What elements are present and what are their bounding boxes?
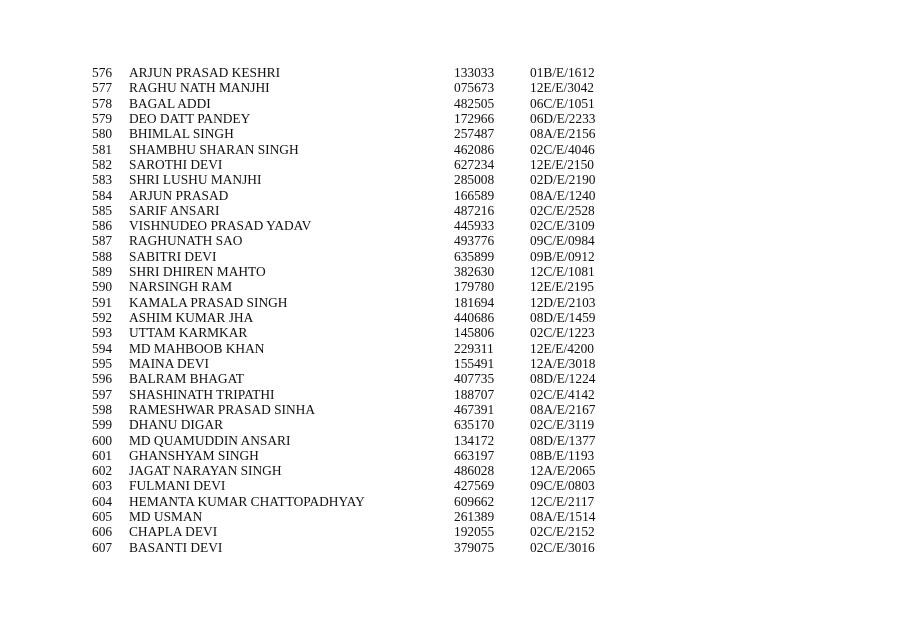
serial-number: 600 <box>92 432 113 448</box>
serial-number: 596 <box>92 371 113 387</box>
serial-number: 594 <box>92 340 113 356</box>
table-row <box>92 494 652 509</box>
id-number: 609662 <box>454 493 495 509</box>
person-name: VISHNUDEO PRASAD YADAV <box>129 218 312 234</box>
reference-code: 08D/E/1224 <box>530 371 596 387</box>
person-name: SHRI LUSHU MANJHI <box>129 172 262 188</box>
records-table <box>92 65 652 555</box>
serial-number: 586 <box>92 218 113 234</box>
id-number: 635170 <box>454 417 495 433</box>
id-number: 181694 <box>454 294 495 310</box>
person-name: MD USMAN <box>129 509 203 525</box>
person-name: HEMANTA KUMAR CHATTOPADHYAY <box>129 493 365 509</box>
reference-code: 08A/E/1240 <box>530 187 596 203</box>
reference-code: 12C/E/1081 <box>530 264 595 280</box>
table-row <box>92 463 652 478</box>
serial-number: 587 <box>92 233 113 249</box>
serial-number: 597 <box>92 386 113 402</box>
person-name: MD MAHBOOB KHAN <box>129 340 265 356</box>
table-row <box>92 325 652 340</box>
person-name: BASANTI DEVI <box>129 539 223 555</box>
id-number: 261389 <box>454 509 495 525</box>
serial-number: 580 <box>92 126 113 142</box>
serial-number: 605 <box>92 509 113 525</box>
serial-number: 582 <box>92 156 113 172</box>
person-name: SHAMBHU SHARAN SINGH <box>129 141 299 157</box>
id-number: 635899 <box>454 248 495 264</box>
serial-number: 578 <box>92 95 113 111</box>
reference-code: 08A/E/1514 <box>530 509 596 525</box>
table-row <box>92 203 652 218</box>
person-name: RAMESHWAR PRASAD SINHA <box>129 401 316 417</box>
id-number: 172966 <box>454 110 495 126</box>
id-number: 427569 <box>454 478 495 494</box>
id-number: 467391 <box>454 401 495 417</box>
person-name: KAMALA PRASAD SINGH <box>129 294 288 310</box>
serial-number: 588 <box>92 248 113 264</box>
id-number: 155491 <box>454 355 495 371</box>
reference-code: 06C/E/1051 <box>530 95 595 111</box>
reference-code: 02C/E/2528 <box>530 202 595 218</box>
reference-code: 02C/E/3016 <box>530 539 595 555</box>
serial-number: 603 <box>92 478 113 494</box>
id-number: 166589 <box>454 187 495 203</box>
person-name: CHAPLA DEVI <box>129 524 218 540</box>
table-row <box>92 478 652 493</box>
reference-code: 08B/E/1193 <box>530 447 595 463</box>
id-number: 382630 <box>454 264 495 280</box>
reference-code: 02C/E/1223 <box>530 325 595 341</box>
reference-code: 02C/E/2152 <box>530 524 595 540</box>
serial-number: 584 <box>92 187 113 203</box>
serial-number: 601 <box>92 447 113 463</box>
reference-code: 02C/E/3109 <box>530 218 595 234</box>
serial-number: 577 <box>92 80 113 96</box>
serial-number: 604 <box>92 493 113 509</box>
table-row <box>92 310 652 325</box>
reference-code: 12A/E/3018 <box>530 355 596 371</box>
table-row <box>92 233 652 248</box>
person-name: RAGHUNATH SAO <box>129 233 243 249</box>
table-row <box>92 142 652 157</box>
reference-code: 09C/E/0803 <box>530 478 595 494</box>
reference-code: 08D/E/1459 <box>530 310 596 325</box>
serial-number: 599 <box>92 417 113 433</box>
table-row <box>92 402 652 417</box>
person-name: SARIF ANSARI <box>129 202 220 218</box>
reference-code: 12E/E/3042 <box>530 80 594 96</box>
id-number: 487216 <box>454 202 495 218</box>
person-name: SHASHINATH TRIPATHI <box>129 386 275 402</box>
id-number: 285008 <box>454 172 495 188</box>
table-row <box>92 371 652 386</box>
id-number: 075673 <box>454 80 495 96</box>
serial-number: 579 <box>92 110 113 126</box>
id-number: 257487 <box>454 126 495 142</box>
reference-code: 01B/E/1612 <box>530 65 595 80</box>
id-number: 486028 <box>454 463 495 479</box>
person-name: DEO DATT PANDEY <box>129 110 251 126</box>
table-row <box>92 524 652 539</box>
id-number: 179780 <box>454 279 495 295</box>
serial-number: 589 <box>92 264 113 280</box>
table-row <box>92 172 652 187</box>
person-name: RAGHU NATH MANJHI <box>129 80 270 96</box>
serial-number: 602 <box>92 463 113 479</box>
person-name: ARJUN PRASAD <box>129 187 229 203</box>
person-name: JAGAT NARAYAN SINGH <box>129 463 282 479</box>
reference-code: 12A/E/2065 <box>530 463 596 479</box>
reference-code: 02C/E/4142 <box>530 386 595 402</box>
id-number: 145806 <box>454 325 495 341</box>
reference-code: 08A/E/2167 <box>530 401 596 417</box>
table-row <box>92 279 652 294</box>
reference-code: 02C/E/4046 <box>530 141 595 157</box>
reference-code: 12D/E/2103 <box>530 294 596 310</box>
person-name: ARJUN PRASAD KESHRI <box>129 65 281 80</box>
serial-number: 595 <box>92 355 113 371</box>
table-row <box>92 417 652 432</box>
serial-number: 583 <box>92 172 113 188</box>
person-name: SABITRI DEVI <box>129 248 217 264</box>
person-name: BALRAM BHAGAT <box>129 371 244 387</box>
person-name: UTTAM KARMKAR <box>129 325 248 341</box>
table-row <box>92 218 652 233</box>
serial-number: 592 <box>92 310 113 325</box>
person-name: GHANSHYAM SINGH <box>129 447 259 463</box>
person-name: BAGAL ADDI <box>129 95 211 111</box>
reference-code: 02C/E/3119 <box>530 417 595 433</box>
person-name: ASHIM KUMAR JHA <box>129 310 254 325</box>
serial-number: 591 <box>92 294 113 310</box>
person-name: NARSINGH RAM <box>129 279 233 295</box>
serial-number: 607 <box>92 539 113 555</box>
person-name: SAROTHI DEVI <box>129 156 223 172</box>
id-number: 229311 <box>454 340 494 356</box>
table-row <box>92 111 652 126</box>
table-row <box>92 341 652 356</box>
serial-number: 598 <box>92 401 113 417</box>
id-number: 493776 <box>454 233 495 249</box>
person-name: SHRI DHIREN MAHTO <box>129 264 266 280</box>
table-row <box>92 295 652 310</box>
reference-code: 06D/E/2233 <box>530 110 596 126</box>
table-row <box>92 249 652 264</box>
serial-number: 590 <box>92 279 113 295</box>
table-row <box>92 264 652 279</box>
table-row <box>92 540 652 555</box>
table-row <box>92 96 652 111</box>
id-number: 379075 <box>454 539 495 555</box>
reference-code: 12C/E/2117 <box>530 493 595 509</box>
person-name: MD QUAMUDDIN ANSARI <box>129 432 291 448</box>
person-name: DHANU DIGAR <box>129 417 224 433</box>
id-number: 407735 <box>454 371 495 387</box>
id-number: 440686 <box>454 310 495 325</box>
id-number: 134172 <box>454 432 495 448</box>
reference-code: 12E/E/4200 <box>530 340 594 356</box>
serial-number: 576 <box>92 65 113 80</box>
serial-number: 593 <box>92 325 113 341</box>
table-row <box>92 157 652 172</box>
person-name: BHIMLAL SINGH <box>129 126 234 142</box>
id-number: 627234 <box>454 156 495 172</box>
serial-number: 585 <box>92 202 113 218</box>
id-number: 663197 <box>454 447 495 463</box>
id-number: 133033 <box>454 65 495 80</box>
table-row <box>92 356 652 371</box>
reference-code: 12E/E/2150 <box>530 156 594 172</box>
reference-code: 12E/E/2195 <box>530 279 594 295</box>
reference-code: 09B/E/0912 <box>530 248 595 264</box>
serial-number: 581 <box>92 141 113 157</box>
table-row <box>92 65 652 80</box>
table-row <box>92 126 652 141</box>
table-row <box>92 387 652 402</box>
reference-code: 09C/E/0984 <box>530 233 595 249</box>
table-row <box>92 448 652 463</box>
id-number: 445933 <box>454 218 495 234</box>
table-row <box>92 188 652 203</box>
id-number: 482505 <box>454 95 495 111</box>
reference-code: 02D/E/2190 <box>530 172 596 188</box>
table-row <box>92 80 652 95</box>
id-number: 462086 <box>454 141 495 157</box>
id-number: 192055 <box>454 524 495 540</box>
table-row <box>92 433 652 448</box>
id-number: 188707 <box>454 386 495 402</box>
reference-code: 08D/E/1377 <box>530 432 596 448</box>
serial-number: 606 <box>92 524 113 540</box>
table-row <box>92 509 652 524</box>
person-name: FULMANI DEVI <box>129 478 226 494</box>
reference-code: 08A/E/2156 <box>530 126 596 142</box>
person-name: MAINA DEVI <box>129 355 209 371</box>
